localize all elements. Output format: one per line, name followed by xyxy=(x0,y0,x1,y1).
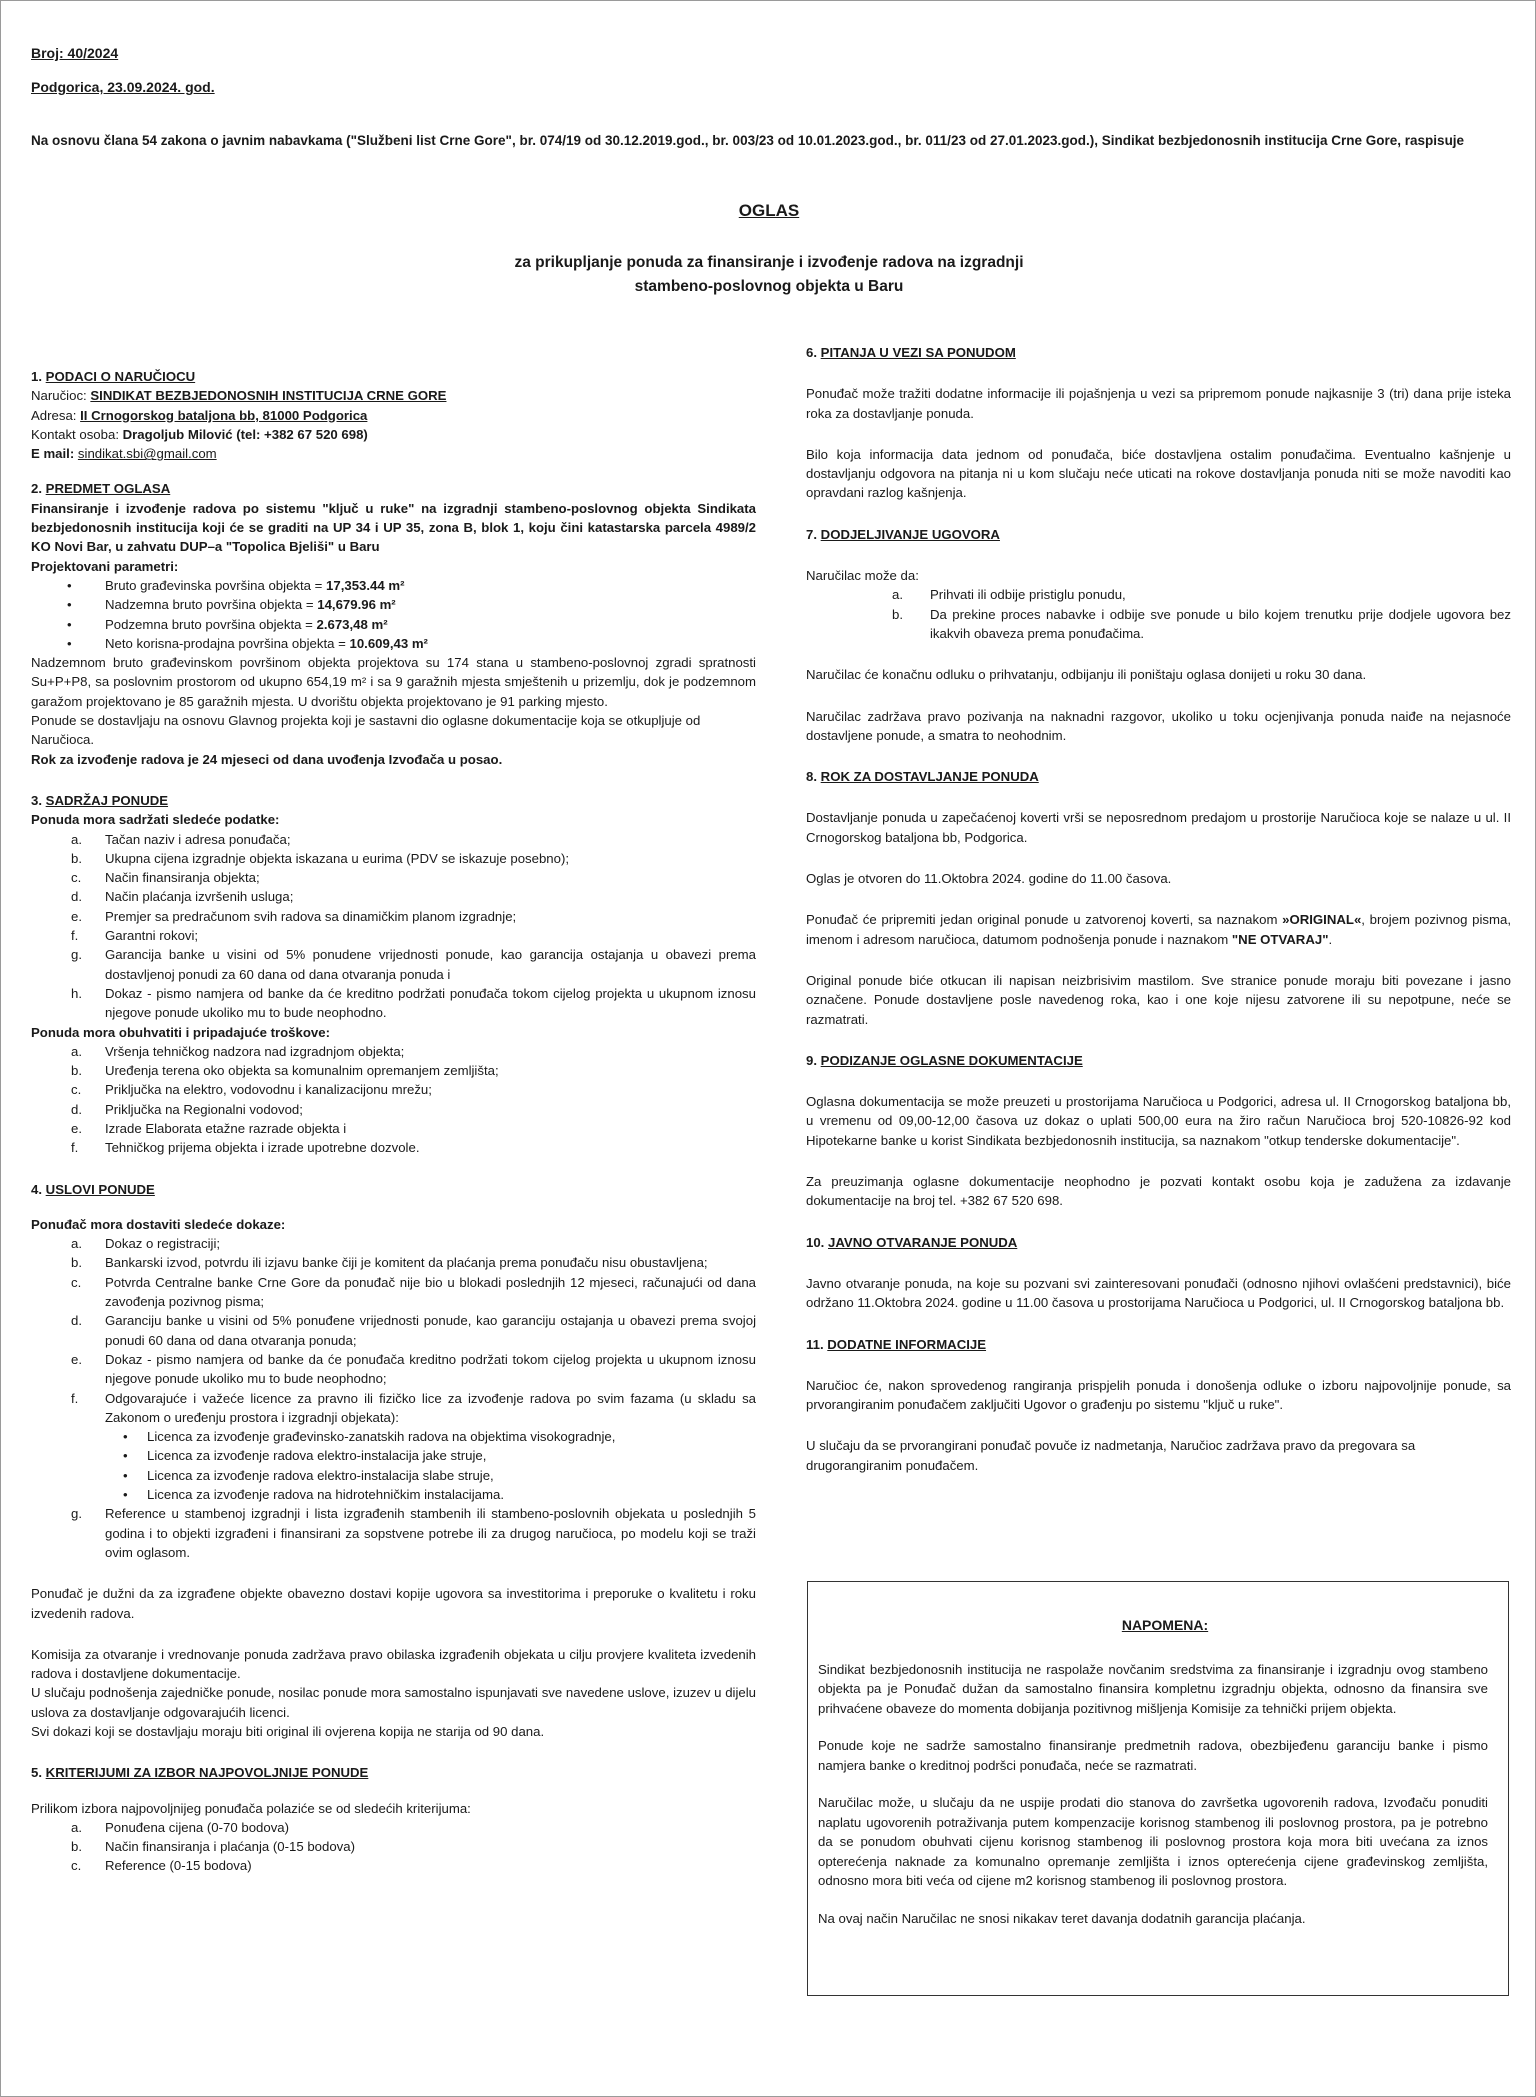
list-text: Prihvati ili odbije pristiglu ponudu, xyxy=(930,587,1126,603)
list-item xyxy=(31,1234,756,1253)
list-key: d. xyxy=(71,1101,82,1117)
list-key: g. xyxy=(71,947,82,963)
section-paragraph: Naručilac zadržava pravo pozivanja na naknadni razgovor, ukoliko u toku ocjenjivanja ponuda naiđe na nejasnoće dostavljene ponude, a smatra to neohodnim. xyxy=(806,708,1511,743)
napomena-paragraph: Ponude koje ne sadrže samostalno finansiranje predmetnih radova, obezbijeđenu garanciju banke i pismo namjera banke o kreditnoj podršci ponuđača, neće se razmatrati. xyxy=(818,1738,1488,1773)
kontakt-row xyxy=(31,425,756,444)
param-value: 2.673,48 m² xyxy=(316,616,388,632)
list-text: Priključka na Regionalni vodovod; xyxy=(105,1101,303,1117)
email-row xyxy=(31,444,756,463)
list-item xyxy=(806,585,1511,604)
left-column xyxy=(31,367,756,1876)
list-text: Odgovarajuće i važeće licence za pravno ili fizičko lice za izvođenje radova po svim fazama (u skladu sa Zakonom o uređenju prostora i izgradnji objekata): xyxy=(105,1390,756,1425)
list-key: d. xyxy=(71,1313,82,1329)
section-title: PITANJA U VEZI SA PONUDOM xyxy=(820,345,1016,360)
list-item xyxy=(31,1856,756,1875)
section-number: 11. xyxy=(806,1336,824,1352)
list-item xyxy=(31,1138,756,1157)
list-item xyxy=(31,907,756,926)
list-key: e. xyxy=(71,908,82,924)
napomena-paragraph: Naručilac može, u slučaju da ne uspije prodati dio stanova do završetka ugovorenih radova, Izvođaču ponuditi naplatu ugovorenih potraživanja putem kompenzacije korisnog stambenog ili poslovnog prostora, pa je potrebno da se ponudom obuhvati cijenu korisnog stambenog ili poslovnog prostora koja mora biti uvećana za iznos opterećenja naknade za komunalno opremanje zemljišta i iznos opterećenja cijene građevinskog zemljišta, odnosno mora biti veća od cijene m2 korisnog stambenog ili poslovnog prostora. xyxy=(818,1795,1488,1888)
section-number: 5. xyxy=(31,1765,42,1781)
section-number: 2. xyxy=(31,481,42,497)
list-item xyxy=(31,1311,756,1350)
list-text: Reference (0-15 bodova) xyxy=(105,1858,252,1874)
list-key: a. xyxy=(71,1236,82,1252)
predmet-paragraph: Ponude se dostavljaju na osnovu Glavnog projekta koji je sastavni dio oglasne dokumentacije koja se otkupljuje od Naručioca. xyxy=(31,713,701,748)
section-8-heading xyxy=(806,767,1511,786)
napomena-paragraph: Na ovaj način Naručilac ne snosi nikakav teret davanja dodatnih garancija plaćanja. xyxy=(818,1910,1306,1926)
list-item xyxy=(31,868,756,887)
list-item xyxy=(31,1061,756,1080)
list-lead: Ponuda mora obuhvatiti i pripadajuće troškove: xyxy=(31,1024,330,1040)
list-item xyxy=(31,1389,756,1428)
list-item xyxy=(31,1837,756,1856)
list-item xyxy=(31,984,756,1023)
list-text: Način finansiranja i plaćanja (0-15 bodova) xyxy=(105,1839,355,1855)
uslovi-paragraph: Svi dokazi koji se dostavljaju moraju biti original ili ovjerena kopija ne starija od 90 dana. xyxy=(31,1724,545,1739)
document-date-text: Podgorica, 23.09.2024. god. xyxy=(31,79,215,95)
param-label: Neto korisna-prodajna površina objekta = xyxy=(105,635,346,651)
licence-item: • Licenca za izvođenje radova elektro-instalacija slabe struje, xyxy=(31,1466,756,1485)
email-link[interactable]: sindikat.sbi@gmail.com xyxy=(77,446,217,462)
param-item xyxy=(31,576,756,595)
list-key: b. xyxy=(71,1063,82,1079)
section-title: JAVNO OTVARANJE PONUDA xyxy=(828,1234,1018,1250)
param-value: 10.609,43 m² xyxy=(349,635,428,651)
list-text: Način plaćanja izvršenih usluga; xyxy=(105,889,294,905)
ne-otvaraj-mark: "NE OTVARAJ" xyxy=(1231,931,1329,947)
section-paragraph: Bilo koja informacija data jednom od ponuđača, biće dostavljena ostalim ponuđačima. Eventualno kašnjenje u dostavljanju odgovora na pitanja ni u kom slučaju neće uticati na rokove dostavljanja ponuda niti se može navoditi kao opravdani razlog kašnjenja. xyxy=(806,446,1511,501)
list-text: Bankarski izvod, potvrdu ili izjavu banke čiji je komitent da plaćanja prema ponuđaču nisu obustavljena; xyxy=(105,1255,708,1271)
subtitle-line-2: stambeno-poslovnog objekta u Baru xyxy=(634,278,904,295)
list-lead: Prilikom izbora najpovoljnijeg ponuđača polaziće se od sledećih kriterijuma: xyxy=(31,1800,471,1816)
list-key: a. xyxy=(71,1819,82,1835)
section-1-heading xyxy=(31,367,756,386)
list-item xyxy=(31,887,756,906)
section-7-heading xyxy=(806,525,1511,544)
list-text: Da prekine proces nabavke i odbije sve ponude u bilo kojem trenutku prije dodjele ugovora bez ikakvih obaveza prema ponuđačima. xyxy=(930,606,1511,641)
section-paragraph: Naručioc će, nakon sprovedenog rangiranja prispjelih ponuda i donošenja odluke o izboru najpovoljnije ponude, sa prvorangiranim ponuđačem zaključiti Ugovor o građenju po sistemu "ključ u ruke". xyxy=(806,1377,1511,1413)
section-4-heading xyxy=(31,1180,756,1199)
text-run: Ponuđač će pripremiti jedan original ponude u zatvorenoj koverti, sa naznakom xyxy=(806,912,1278,928)
section-6-heading xyxy=(806,343,1511,362)
list-key: g. xyxy=(71,1506,82,1522)
list-key: c. xyxy=(71,1858,82,1874)
list-item xyxy=(31,1253,756,1272)
section-paragraph: Dostavljanje ponuda u zapečaćenoj koverti vrši se neposrednom predajom u prostorije Naručioca koje se nalaze u ul. II Crnogorskog bataljona bb, Podgorica. xyxy=(806,810,1511,845)
list-item xyxy=(31,945,756,984)
list-key: b. xyxy=(71,1839,82,1855)
list-item xyxy=(31,830,756,849)
section-paragraph: Naručilac će konačnu odluku o prihvatanju, odbijanju ili poništaju oglasa donijeti u roku 30 dana. xyxy=(806,667,1367,683)
predmet-paragraph: Nadzemnom bruto građevinskom površinom objekta projektova su 174 stana u stambeno-poslovnoj zgradi spratnosti Su+P+P8, sa poslovnim prostorom od ukupno 654,19 m² i sa 9 garažnih mjesta smještenih u prizemlju, dok je podzemnom garažom projektovano je 85 garažnih mjesta. U dvorištu objekta projektovano je 91 parking mjesto. xyxy=(31,655,756,709)
licence-item: • Licenca za izvođenje građevinsko-zanatskih radova na objektima visokogradnje, xyxy=(31,1427,756,1446)
param-label: Podzemna bruto površina objekta = xyxy=(105,616,313,632)
section-number: 3. xyxy=(31,792,42,808)
list-item xyxy=(31,1273,756,1312)
list-key: a. xyxy=(71,1043,82,1059)
intro-paragraph: Na osnovu člana 54 zakona o javnim nabavkama ("Službeni list Crne Gore", br. 074/19 od 30.12.2019.god., br. 003/23 od 10.01.2023.god., br. 011/23 od 27.01.2023.god.), Sindikat bezbjedonosnih institucija Crne Gore, raspisuje xyxy=(31,133,1465,148)
section-9-heading xyxy=(806,1051,1511,1070)
document-date xyxy=(31,79,215,95)
section-10-heading xyxy=(806,1233,1511,1252)
section-title: KRITERIJUMI ZA IZBOR NAJPOVOLJNIJE PONUDE xyxy=(45,1765,369,1781)
narucioc-row xyxy=(31,386,756,405)
section-paragraph: U slučaju da se prvorangirani ponuđač povuče iz nadmetanja, Naručioc zadržava pravo da pregovara sa drugorangiranim ponuđačem. xyxy=(806,1438,1416,1473)
param-value: 17,353.44 m² xyxy=(326,577,405,593)
section-number: 9. xyxy=(806,1052,817,1068)
licence-item: • Licenca za izvođenje radova na hidrotehničkim instalacijama. xyxy=(31,1485,756,1504)
list-text: Premjer sa predračunom svih radova sa dinamičkim planom izgradnje; xyxy=(105,908,517,924)
list-item xyxy=(31,1119,756,1138)
list-lead: Ponuda mora sadržati sledeće podatke: xyxy=(31,812,280,828)
list-text: Garanciju banke u visini od 5% ponuđene vrijednosti ponude, kao garanciju ostajanja u obavezi prema svojoj ponudi 60 dana od dana otvaranja ponuda; xyxy=(105,1313,756,1348)
section-number: 1. xyxy=(31,369,42,384)
list-key: c. xyxy=(71,1274,82,1290)
param-label: Nadzemna bruto površina objekta = xyxy=(105,597,314,613)
list-text: Dokaz - pismo namjera od banke da će kreditno podržati ponuđača tokom cijelog projekta u ukupnom iznosu njegove ponude ukoliko mu to bude neophodno. xyxy=(105,985,756,1021)
licence-item: • Licenca za izvođenje radova elektro-instalacija jake struje, xyxy=(31,1446,756,1465)
napomena-title: NAPOMENA: xyxy=(1121,1617,1209,1633)
original-mark: »ORIGINAL« xyxy=(1282,912,1362,928)
list-key: a. xyxy=(71,831,82,847)
section-title: PODIZANJE OGLASNE DOKUMENTACIJE xyxy=(820,1052,1083,1068)
document-subtitle xyxy=(1,251,1536,299)
contact-person: Dragoljub Milović (tel: +382 67 520 698) xyxy=(122,426,368,442)
section-2-heading xyxy=(31,479,756,498)
field-label: E mail: xyxy=(31,446,75,462)
list-item xyxy=(31,1350,756,1389)
list-text: Način finansiranja objekta; xyxy=(105,870,260,886)
right-column xyxy=(806,343,1511,1475)
list-item xyxy=(31,1042,756,1061)
list-key: e. xyxy=(71,1351,82,1367)
section-paragraph: Oglasna dokumentacija se može preuzeti u prostorijama Naručioca u Podgorici, adresa ul. II Crnogorskog bataljona bb, u vremenu od 09,00-12,00 časova uz dokaz o uplati 500,00 eura na žiro račun Naručioca broj 520-10826-92 kod Hipotekarne banke u korist Sindikata bezbjedonosnih institucija, sa naznakom "otkup tenderske dokumentacije". xyxy=(806,1094,1511,1148)
uslovi-paragraph: Ponuđač je dužni da za izgrađene objekte obavezno dostavi kopije ugovora sa investitorima i preporuke o kvalitetu i roku izvedenih radova. xyxy=(31,1586,756,1621)
narucioc-address: II Crnogorskog bataljona bb, 81000 Podgorica xyxy=(80,407,368,423)
rok-izvodjenja: Rok za izvođenje radova je 24 mjeseci od dana uvođenja Izvođača u posao. xyxy=(31,751,503,767)
section-paragraph: Original ponude biće otkucan ili napisan neizbrisivim mastilom. Sve stranice ponude moraju biti povezane i jasno označene. Ponude dostavljene posle navedenog roka, kao i one koje nijesu zatvorene ili su nepotpune, neće se razmatrati. xyxy=(806,972,1511,1027)
adresa-row xyxy=(31,406,756,425)
section-3-heading xyxy=(31,791,756,810)
list-key: b. xyxy=(71,1255,82,1271)
param-item xyxy=(31,595,756,614)
document-number-text: Broj: 40/2024 xyxy=(31,45,119,61)
param-item xyxy=(31,615,756,634)
section-paragraph xyxy=(806,910,1511,949)
list-text: Priključka na elektro, vodovodnu i kanalizacijonu mrežu; xyxy=(105,1082,432,1098)
list-text: Izrade Elaborata etažne razrade objekta i xyxy=(105,1120,347,1136)
list-item xyxy=(31,1504,756,1562)
list-item xyxy=(31,926,756,945)
text-run: . xyxy=(1328,931,1333,947)
section-number: 7. xyxy=(806,526,817,542)
section-paragraph: Ponuđač može tražiti dodatne informacije ili pojašnjenja u vezi sa pripremom ponude najkasnije 3 (tri) dana prije isteka roka za dostavljanje ponuda. xyxy=(806,386,1511,421)
list-key: b. xyxy=(892,606,903,622)
list-text: Vršenja tehničkog nadzora nad izgradnjom objekta; xyxy=(105,1043,405,1059)
section-title: PODACI O NARUČIOCU xyxy=(45,369,196,384)
param-label: Bruto građevinska površina objekta = xyxy=(105,577,323,593)
list-text: Ponuđena cijena (0-70 bodova) xyxy=(105,1819,290,1835)
section-title: DODATNE INFORMACIJE xyxy=(827,1336,987,1352)
list-text: Garantni rokovi; xyxy=(105,928,199,944)
list-lead: Ponuđač mora dostaviti sledeće dokaze: xyxy=(31,1216,286,1232)
list-text: Reference u stambenoj izgradnji i lista izgrađenih stambenih ili stambeno-poslovnih objekata u poslednjih 5 godina i to objekti izgrađeni i finansirani za sopstvene potrebe ili za drugog naručioca, po modelu koji se traži ovim oglasom. xyxy=(105,1506,756,1560)
section-paragraph: Oglas je otvoren do 11.Oktobra 2024. godine do 11.00 časova. xyxy=(806,871,1172,887)
list-key: f. xyxy=(71,1390,79,1406)
list-key: c. xyxy=(71,870,82,886)
field-label: Naručioc: xyxy=(31,388,87,404)
list-item xyxy=(31,1818,756,1837)
param-value: 14,679.96 m² xyxy=(317,597,396,613)
subtitle-line-1: za prikupljanje ponuda za finansiranje i izvođenje radova na izgradnji xyxy=(514,254,1024,271)
document-number xyxy=(31,45,118,61)
section-title: SADRŽAJ PONUDE xyxy=(45,792,169,808)
field-label: Adresa: xyxy=(31,407,77,423)
list-item xyxy=(31,849,756,868)
list-key: h. xyxy=(71,985,82,1001)
napomena-paragraph: Sindikat bezbjedonosnih institucija ne raspolaže novčanim sredstvima za finansiranje i izgradnju ovog stambeno objekta pa je Ponuđač dužan da samostalno finansira kompletnu izgradnju objekta, odnosno da finansira sve prihvaćene obaveze do momenta dobijanja pozitivnog mišljenja Komisije za tehnički prijem objekta. xyxy=(818,1661,1488,1716)
list-key: f. xyxy=(71,1140,79,1156)
napomena-box xyxy=(807,1581,1509,1996)
list-text: Dokaz - pismo namjera od banke da će ponuđača kreditno podržati tokom cijelog projekta u ukupnom iznosu njegove ponude ukoliko mu to bude neophodno; xyxy=(105,1351,756,1387)
section-paragraph: Za preuzimanja oglasne dokumentacije neophodno je pozvati kontakt osobu koja je zadužena za izdavanje dokumentacije na broj tel. +382 67 520 698. xyxy=(806,1174,1511,1209)
list-key: f. xyxy=(71,928,79,944)
section-number: 4. xyxy=(31,1181,42,1197)
uslovi-paragraph: Komisija za otvaranje i vrednovanje ponuda zadržava pravo obilaska izgrađenih objekata u cilju provjere kvaliteta izvedenih radova i dostavljene dokumentacije. xyxy=(31,1646,756,1682)
list-item xyxy=(31,1080,756,1099)
list-text: Uređenja terena oko objekta sa komunalnim opremanjem zemljišta; xyxy=(105,1063,499,1079)
section-title: ROK ZA DOSTAVLJANJE PONUDA xyxy=(820,769,1039,785)
section-title: DODJELJIVANJE UGOVORA xyxy=(820,526,1000,542)
section-number: 10. xyxy=(806,1234,825,1250)
field-label: Kontakt osoba: xyxy=(31,426,119,442)
list-text: Dokaz o registraciji; xyxy=(105,1236,221,1252)
list-key: a. xyxy=(892,587,903,603)
list-text: Tehničkog prijema objekta i izrade upotrebne dozvole. xyxy=(105,1140,420,1156)
section-title: PREDMET OGLASA xyxy=(45,481,171,497)
param-item xyxy=(31,634,756,653)
list-item xyxy=(806,605,1511,644)
list-lead: Naručilac može da: xyxy=(806,568,919,584)
document-title: OGLAS xyxy=(738,201,800,220)
list-key: c. xyxy=(71,1082,82,1098)
list-key: d. xyxy=(71,889,82,905)
list-key: e. xyxy=(71,1120,82,1136)
list-text: Ukupna cijena izgradnje objekta iskazana u eurima (PDV se iskazuje posebno); xyxy=(105,850,570,866)
list-text: Tačan naziv i adresa ponuđača; xyxy=(105,831,291,847)
text-run: , brojem pozivnog pisma, imenom i adresom naručioca, datumom podnošenja ponude i naznakom xyxy=(806,912,1511,947)
section-number: 6. xyxy=(806,345,817,360)
section-paragraph: Javno otvaranje ponuda, na koje su pozvani svi zainteresovani ponuđači (odnosno njihovi ovlašćeni predstavnici), biće održano 11.Oktobra 2024. godine u 11.00 časova u prostorijama Naručioca u Podgorici, ul. II Crnogorskog bataljona bb. xyxy=(806,1275,1511,1311)
section-5-heading xyxy=(31,1763,756,1782)
list-text: Garancija banke u visini od 5% ponudene vrijednosti ponude, kao garancija ostajanja u obavezi prema dostavljenoj ponudi za 60 dana od dana otvaranja ponuda i xyxy=(105,947,756,982)
narucioc-name: SINDIKAT BEZBJEDONOSNIH INSTITUCIJA CRNE GORE xyxy=(90,388,447,404)
list-key: b. xyxy=(71,850,82,866)
params-title: Projektovani parametri: xyxy=(31,558,179,574)
section-11-heading xyxy=(806,1335,1511,1354)
uslovi-paragraph: U slučaju podnošenja zajedničke ponude, nosilac ponude mora samostalno ispunjavati sve navedene uslove, izuzev u dijelu uslova za dostavljanje odgovarajućih licenci. xyxy=(31,1685,756,1720)
list-text: Potvrda Centralne banke Crne Gore da ponuđač nije bio u blokadi poslednjih 12 mjeseci, računajući od dana zavođenja pozivnog pisma; xyxy=(105,1274,756,1310)
section-title: USLOVI PONUDE xyxy=(45,1181,155,1197)
list-item xyxy=(31,1100,756,1119)
section-number: 8. xyxy=(806,769,817,785)
predmet-text: Finansiranje i izvođenje radova po sistemu "ključ u ruke" na izgradnji stambeno-poslovnog objekta Sindikata bezbjedonosnih institucija koji će se graditi na UP 34 i UP 35, zona B, blok 1, koju čini katastarska parcela 4989/2 KO Novi Bar, u zahvatu DUP–a "Topolica Bjeliši" u Baru xyxy=(31,500,756,555)
